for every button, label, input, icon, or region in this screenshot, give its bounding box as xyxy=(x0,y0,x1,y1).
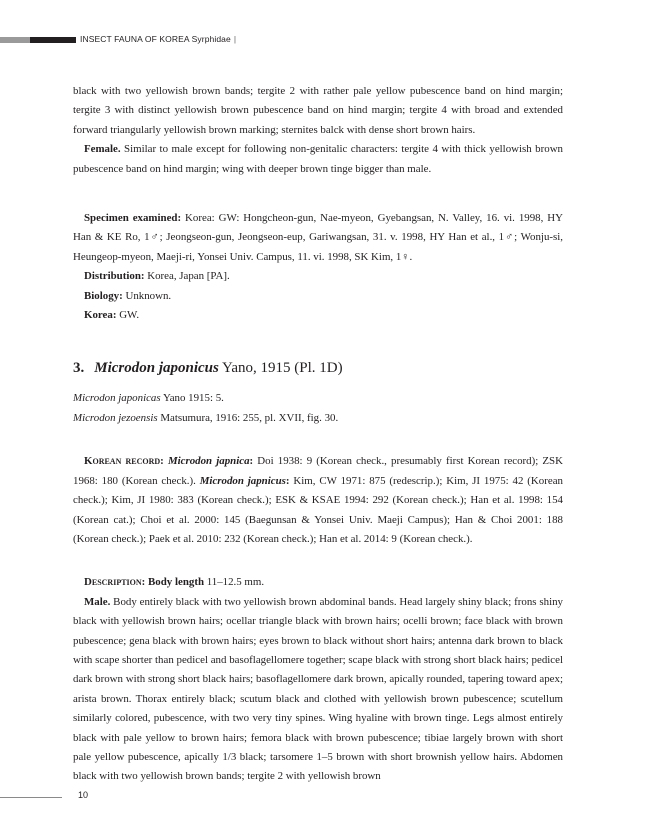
species-name: Microdon japonicus xyxy=(94,360,219,377)
footer-rule xyxy=(0,797,62,798)
header-rule-black xyxy=(30,37,76,43)
species-author: Yano, 1915 (Pl. 1D) xyxy=(218,360,343,377)
description-colon: : xyxy=(141,576,146,589)
running-header xyxy=(80,34,236,44)
female-label: Female. xyxy=(84,143,121,156)
specimens-paragraph xyxy=(73,209,563,267)
female-paragraph xyxy=(73,140,563,179)
species-number: 3. xyxy=(73,360,85,377)
male-label: Male. xyxy=(84,595,111,608)
korean-record-colon: : xyxy=(249,455,254,468)
korean-record-name: Microdon japnicus xyxy=(199,474,286,487)
male-text: Body entirely black with two yellowish brown abdominal bands. Head largely shiny black; frons shiny black with yellowish brown hairs; ocellar triangle black with brown hairs; ocelli brown; face black with brown pubescence; gena black with brown hairs; eyes brown to black without short hairs; antenna dark brown to black with scape shorter than pedicel and basoflagellomere together; scape black with strong short black hairs; pedicel dark brown with strong short black hairs; basoflagellomere dark brown, apically rounded, tapering toward apex; arista brown. Thorax entirely black; scutum black and clothed with yellowish brown pubescence; scutellum similarly colored, pubescence, with two very tiny spines. Wing hyaline with brown tinge. Legs almost entirely black with pale yellow to brown hairs; femora black with brown pubescence; tibiae largely brown with short pale yellow pubescence, apically 1/3 black; tarsomere 1–5 brown with short brownish yellow hairs. Abdomen black with two yellowish brown bands; tergite 2 with yellowish brown xyxy=(73,595,563,783)
header-marker: | xyxy=(233,34,237,44)
header-series: INSECT FAUNA OF KOREA xyxy=(80,34,190,44)
korean-record-label: Korean record xyxy=(84,455,161,468)
biology-text: Unknown. xyxy=(122,289,172,302)
specimens-text: Korea: GW: Hongcheon-gun, Nae-myeon, Gyebangsan, N. Valley, 16. vi. 1998, HY Han & KE Ro, 1♂; Jeongseon-gun, Jeongseon-eup, Gariwangsan, 31. v. 1998, HY Han et al., 1♂; Wonju-si, Heungeop-myeon, Maeji-ri, Yonsei Univ. Campus, 11. vi. 1998, SK Kim, 1♀. xyxy=(73,212,564,263)
distribution-paragraph xyxy=(73,267,563,286)
male-paragraph xyxy=(73,593,563,787)
page-number: 10 xyxy=(78,790,89,800)
synonym-name: Microdon japonicas xyxy=(73,392,161,405)
korea-paragraph xyxy=(73,306,563,325)
synonym-line xyxy=(73,409,563,428)
header-rule-grey xyxy=(0,37,30,43)
korean-record-paragraph xyxy=(73,452,563,549)
synonym-name: Microdon jezoensis xyxy=(73,411,158,424)
header-family: Syrphidae xyxy=(191,34,231,44)
synonym-citation: Matsumura, 1916: 255, pl. XVII, fig. 30. xyxy=(157,411,339,424)
body-length-value: 11–12.5 mm. xyxy=(204,576,265,589)
korea-text: GW. xyxy=(116,309,140,322)
page-body xyxy=(73,82,563,787)
korea-label: Korea: xyxy=(84,309,117,322)
korean-record-text: Doi 1938: 9 (Korean check., presumably first Korean record); ZSK 1968: 180 (Korean check.). xyxy=(73,455,563,487)
distribution-label: Distribution: xyxy=(84,270,145,283)
korean-record-colon: : xyxy=(285,474,290,487)
korean-record-text: Kim, CW 1971: 875 (redescrip.); Kim, JI 1975: 42 (Korean check.); Kim, JI 1980: 383 (Korean check.); ESK & KSAE 1994: 292 (Korean check.); Han et al. 1998: 154 (Korean cat.); Choi et al. 2000: 145 (Baegunsan & Yonsei Univ. Maeji Campus); Han & Choi 2001: 188 (Korean check.); Paek et al. 2010: 232 (Korean check.); Han et al. 2014: 9 (Korean check.). xyxy=(73,474,563,545)
distribution-text: Korea, Japan [PA]. xyxy=(144,270,230,283)
description-label: Description xyxy=(84,576,142,589)
biology-label: Biology: xyxy=(84,289,123,302)
synonym-line xyxy=(73,389,563,408)
korean-record-colon: : xyxy=(160,455,164,468)
species-heading xyxy=(73,357,563,379)
korean-record-name: Microdon japnica xyxy=(167,455,250,468)
continued-paragraph: black with two yellowish brown bands; tergite 2 with rather pale yellow pubescence band on hind margin; tergite 3 with distinct yellowish brown pubescence band on hind margin; tergite 4 with broad and extended forward triangularly yellowish brown marking; sternites balck with dense short brown hairs. xyxy=(73,85,563,136)
description-heading xyxy=(73,573,563,592)
biology-paragraph xyxy=(73,287,563,306)
synonym-citation: Yano 1915: 5. xyxy=(160,392,224,405)
female-text: Similar to male except for following non-genitalic characters: tergite 4 with thick yellowish brown pubescence band on hind margin; wing with deeper brown tinge bigger than male. xyxy=(73,143,563,175)
body-length-label: Body length xyxy=(145,576,204,589)
specimens-label: Specimen examined: xyxy=(84,212,182,225)
